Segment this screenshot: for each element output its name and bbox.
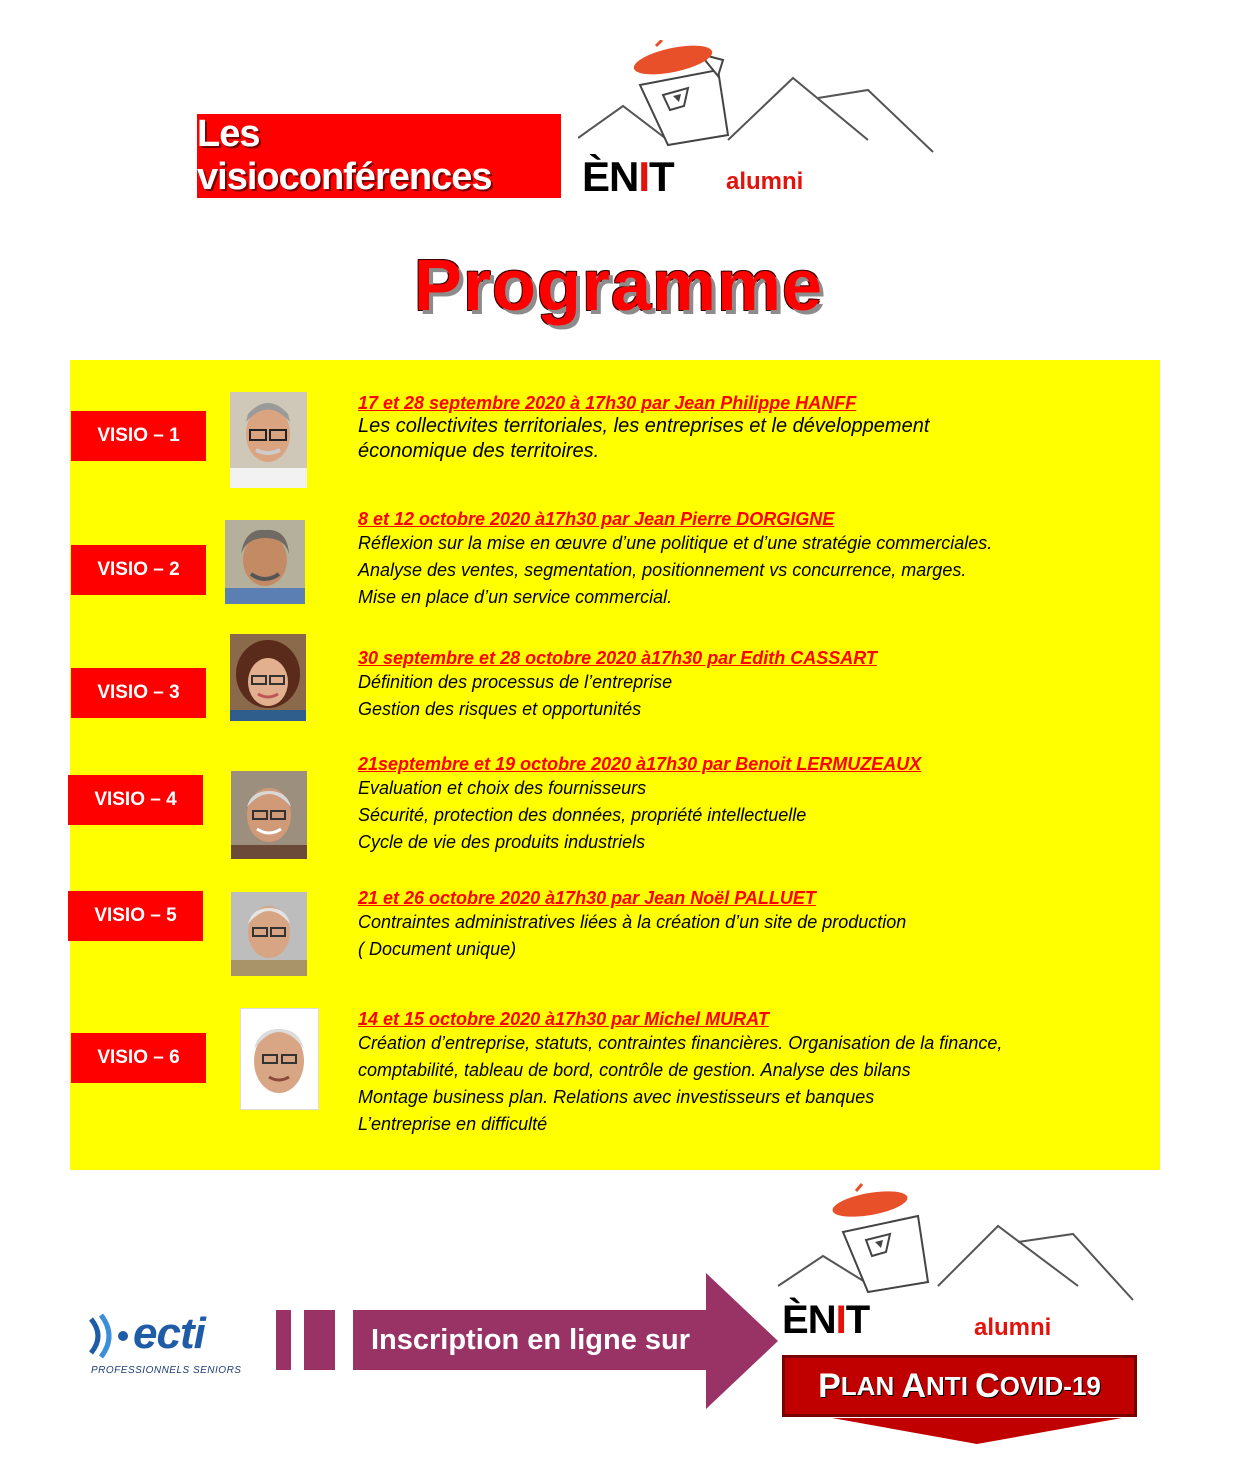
header-title: Les visioconférences — [197, 114, 561, 198]
logo-footer-alumni: alumni — [974, 1314, 1052, 1341]
plan-a: A — [901, 1366, 927, 1405]
ecti-symbol-icon — [85, 1311, 133, 1361]
divider-bar-2 — [304, 1310, 335, 1370]
logo-n: N — [609, 153, 639, 200]
speaker-2-photo — [225, 520, 305, 604]
logo-i: I — [638, 153, 650, 200]
session-4-heading: 21septembre et 19 octobre 2020 à17h30 par Benoit LERMUZEAUX — [358, 754, 922, 774]
visio-1-badge: VISIO – 1 — [71, 411, 206, 461]
session-6-line-2: comptabilité, tableau de bord, contrôle de gestion. Analyse des bilans — [358, 1060, 911, 1080]
speaker-3-photo — [230, 634, 306, 721]
arrow-head-icon — [706, 1273, 778, 1409]
session-2 — [358, 508, 1148, 611]
logo-t: T — [649, 153, 674, 200]
session-1-heading: 17 et 28 septembre 2020 à 17h30 par Jean Philippe HANFF — [358, 393, 857, 413]
logo-footer-i: I — [835, 1298, 846, 1342]
speaker-1-photo — [230, 392, 307, 488]
session-1 — [358, 392, 1148, 464]
session-3-heading: 30 septembre et 28 octobre 2020 à17h30 par Edith CASSART — [358, 648, 877, 668]
speaker-6-photo — [240, 1008, 319, 1110]
speaker-5-photo — [231, 892, 307, 976]
plan-p: P — [818, 1366, 841, 1405]
plan-c: C — [975, 1366, 1000, 1405]
visio-5-badge: VISIO – 5 — [68, 891, 203, 941]
enit-alumni-logo — [578, 40, 938, 200]
logo-alumni: alumni — [726, 168, 804, 195]
logo-footer-n: N — [807, 1298, 836, 1342]
visio-6-badge: VISIO – 6 — [71, 1033, 206, 1083]
visio-3-badge: VISIO – 3 — [71, 668, 206, 718]
down-arrow-icon — [832, 1418, 1122, 1444]
logo-footer-e: È — [782, 1298, 808, 1342]
logo-footer-t: T — [845, 1298, 870, 1342]
enit-alumni-logo-footer — [778, 1182, 1138, 1342]
plan-anti-covid-banner — [782, 1355, 1137, 1417]
ecti-logo — [85, 1305, 265, 1385]
plan-nti: NTI — [926, 1370, 968, 1401]
session-6-line-4: L’entreprise en difficulté — [358, 1114, 548, 1134]
visio-2-badge: VISIO – 2 — [71, 545, 206, 595]
programme-title: Programme — [413, 246, 824, 326]
session-5-heading: 21 et 26 octobre 2020 à17h30 par Jean Noël PALLUET — [358, 888, 816, 908]
session-3-line-1: Définition des processus de l’entreprise — [358, 672, 673, 692]
session-5-line-2: ( Document unique) — [358, 939, 517, 959]
session-6-heading: 14 et 15 octobre 2020 à17h30 par Michel MURAT — [358, 1009, 769, 1029]
inscription-arrow[interactable]: Inscription en ligne sur — [353, 1310, 708, 1370]
session-2-heading: 8 et 12 octobre 2020 à17h30 par Jean Pierre DORGIGNE — [358, 509, 835, 529]
visio-4-badge: VISIO – 4 — [68, 775, 203, 825]
session-1-line-1: Les collectivites territoriales, les entreprises et le développement — [358, 415, 930, 437]
session-6-line-3: Montage business plan. Relations avec investisseurs et banques — [358, 1087, 875, 1107]
divider-bar-1 — [276, 1310, 291, 1370]
ecti-tagline: PROFESSIONNELS SENIORS — [91, 1365, 242, 1376]
plan-lan: LAN — [840, 1370, 895, 1401]
speaker-4-photo — [231, 771, 307, 859]
session-5 — [358, 887, 1148, 963]
session-1-line-2: économique des territoires. — [358, 440, 600, 462]
session-6-line-1: Création d’entreprise, statuts, contraintes financières. Organisation de la finance, — [358, 1033, 1003, 1053]
session-2-line-2: Analyse des ventes, segmentation, positionnement vs concurrence, marges. — [358, 560, 967, 580]
session-2-line-3: Mise en place d’un service commercial. — [358, 587, 673, 607]
plan-ovid: OVID-19 — [999, 1370, 1101, 1401]
session-5-line-1: Contraintes administratives liées à la création d’un site de production — [358, 912, 907, 932]
session-4-line-3: Cycle de vie des produits industriels — [358, 832, 646, 852]
session-2-line-1: Réflexion sur la mise en œuvre d’une politique et d’une stratégie commerciales. — [358, 533, 993, 553]
session-3-line-2: Gestion des risques et opportunités — [358, 699, 642, 719]
session-4-line-2: Sécurité, protection des données, propriété intellectuelle — [358, 805, 807, 825]
session-4 — [358, 753, 1148, 856]
session-3 — [358, 647, 1148, 723]
session-6 — [358, 1008, 1148, 1138]
session-4-line-1: Evaluation et choix des fournisseurs — [358, 778, 647, 798]
logo-e: È — [582, 153, 610, 200]
ecti-wordmark: ecti — [133, 1309, 205, 1358]
